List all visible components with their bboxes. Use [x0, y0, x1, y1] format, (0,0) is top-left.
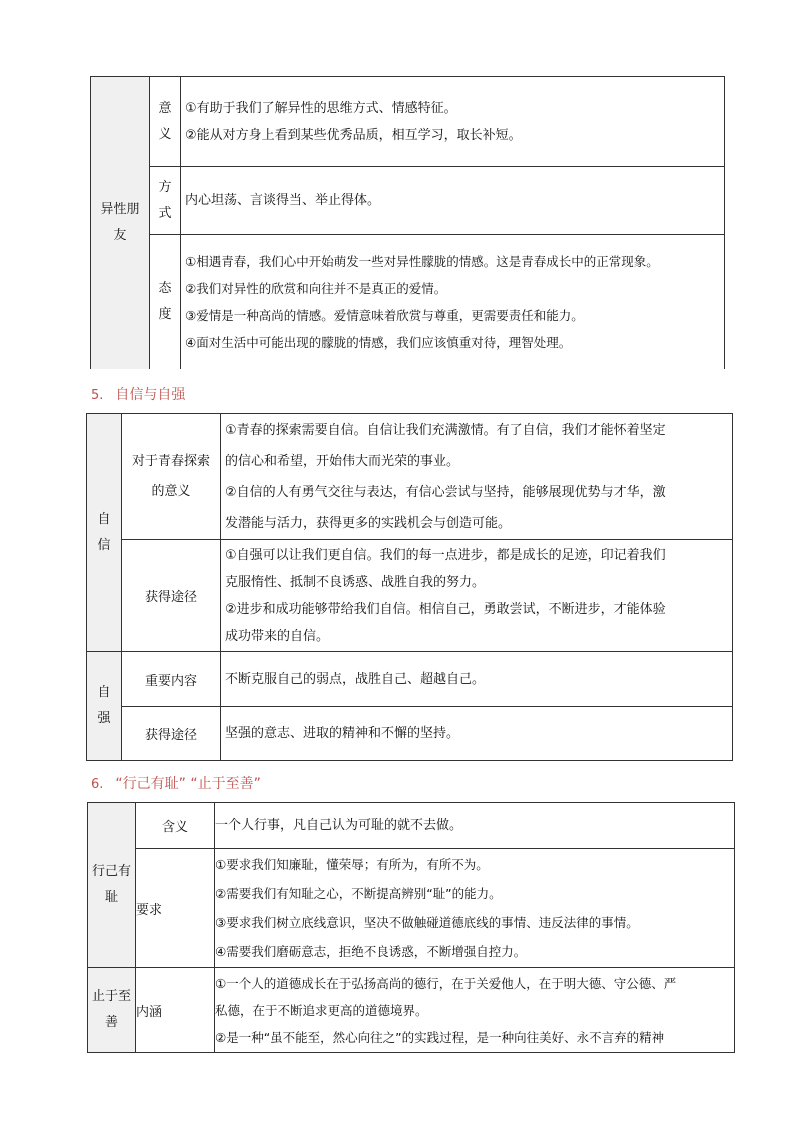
- content-line: 内心坦荡、言谈得当、举止得体。: [185, 193, 381, 208]
- row-label: [122, 540, 221, 652]
- content-line: ②我们对异性的欣赏和向往并不是真正的爱情。: [185, 280, 447, 296]
- row-content: [221, 652, 733, 707]
- content-line: ①相遇青春，我们心中开始萌发一些对异性朦胧的情感。这是青春成长中的正常现象。: [185, 253, 659, 269]
- group-label: [87, 652, 122, 761]
- row-label-text: 内涵: [136, 1004, 163, 1020]
- content-line: ①要求我们知廉耻，懂荣辱；有所为，有所不为。: [215, 857, 489, 872]
- content-line: 的信心和希望，开始伟大而光荣的事业。: [225, 453, 460, 469]
- group-label: [87, 414, 122, 652]
- row-content: [181, 235, 725, 369]
- group-label: [88, 803, 136, 968]
- group-label-text: 自强: [97, 685, 111, 726]
- group-label-text: 行己有耻: [91, 864, 131, 905]
- group-label-text: 止于至善: [91, 989, 131, 1030]
- row-label: [136, 803, 215, 849]
- row-label: [136, 849, 215, 968]
- row-label-text: 获得途径: [144, 590, 197, 605]
- table-opposite-sex-friends: [90, 76, 725, 369]
- row-label: [136, 968, 215, 1053]
- row-content: [215, 968, 735, 1053]
- row-label-text: 意义: [158, 100, 172, 142]
- row-label: [122, 414, 221, 540]
- content-line: ①青春的探索需要自信。自信让我们充满激情。有了自信，我们才能怀着坚定: [225, 422, 666, 438]
- row-label-text: 要求: [136, 902, 163, 918]
- row-content: [221, 414, 733, 540]
- row-label-text: 含义: [161, 820, 188, 835]
- row-label-text: 态度: [158, 280, 172, 322]
- group-label: [88, 968, 136, 1053]
- content-line: ③爱情是一种高尚的情感。爱情意味着欣赏与尊重，更需要责任和能力。: [185, 307, 584, 323]
- table-shame-and-goodness: [87, 802, 735, 1053]
- row-content: [181, 77, 725, 167]
- table-confidence: [86, 413, 733, 761]
- content-line: ②自信的人有勇气交往与表达，有信心尝试与坚持，能够展现优势与才华，激: [225, 484, 666, 500]
- section-title: 自信与自强: [115, 387, 186, 403]
- row-label-text: 重要内容: [144, 673, 197, 689]
- row-label: [122, 652, 221, 707]
- row-content: [181, 167, 725, 235]
- section-heading-6: [91, 773, 261, 793]
- content-line: ①一个人的道德成长在于弘扬高尚的德行，在于关爱他人，在于明大德、守公德、严: [215, 975, 677, 991]
- content-line: ②是一种“虽不能至，然心向往之”的实践过程，是一种向往美好、永不言弃的精神: [215, 1029, 665, 1045]
- content-line: 克服惰性、抵制不良诱惑、战胜自我的努力。: [225, 574, 486, 590]
- content-line: ②需要我们有知耻之心，不断提高辨别“耻”的能力。: [215, 886, 502, 901]
- row-label: [122, 707, 221, 761]
- group-label-text: 异性朋友: [100, 201, 140, 243]
- content-line: ④面对生活中可能出现的朦胧的情感，我们应该慎重对待，理智处理。: [185, 334, 572, 350]
- content-line: ③要求我们树立底线意识，坚决不做触碰道德底线的事情、违反法律的事情。: [215, 915, 639, 930]
- content-line: 成功带来的自信。: [225, 628, 330, 644]
- group-label-text: 自信: [97, 511, 111, 553]
- content-line: 一个人行事，凡自己认为可耻的就不去做。: [215, 818, 463, 833]
- content-line: 发潜能与活力，获得更多的实践机会与创造可能。: [225, 515, 512, 531]
- content-line: 不断克服自己的弱点，战胜自己、超越自己。: [225, 671, 486, 687]
- section-number: 5.: [91, 388, 104, 403]
- group-label: [91, 77, 150, 369]
- content-line: ④需要我们磨砺意志，拒绝不良诱惑，不断增强自控力。: [215, 944, 527, 959]
- content-line: ①有助于我们了解异性的思维方式、情感特征。: [185, 100, 457, 116]
- row-content: [221, 707, 733, 761]
- section-number: 6.: [91, 777, 104, 792]
- row-label: [150, 235, 181, 369]
- row-label-text: 对于青春探索的意义: [131, 453, 210, 499]
- content-line: 私德，在于不断追求更高的道德境界。: [215, 1002, 428, 1018]
- row-label: [150, 167, 181, 235]
- row-content: [215, 849, 735, 968]
- row-label-text: 方式: [158, 179, 172, 221]
- content-line: ②进步和成功能够带给我们自信。相信自己，勇敢尝试，不断进步，才能体验: [225, 601, 666, 617]
- row-content: [221, 540, 733, 652]
- content-line: 坚强的意志、进取的精神和不懈的坚持。: [225, 726, 460, 741]
- section-title: “行己有耻” “止于至善”: [115, 776, 261, 792]
- content-line: ②能从对方身上看到某些优秀品质，相互学习，取长补短。: [185, 127, 522, 143]
- row-label-text: 获得途径: [144, 728, 197, 743]
- row-label: [150, 77, 181, 167]
- row-content: [215, 803, 735, 849]
- section-heading-5: [91, 384, 185, 404]
- content-line: ①自强可以让我们更自信。我们的每一点进步，都是成长的足迹，印记着我们: [225, 547, 666, 563]
